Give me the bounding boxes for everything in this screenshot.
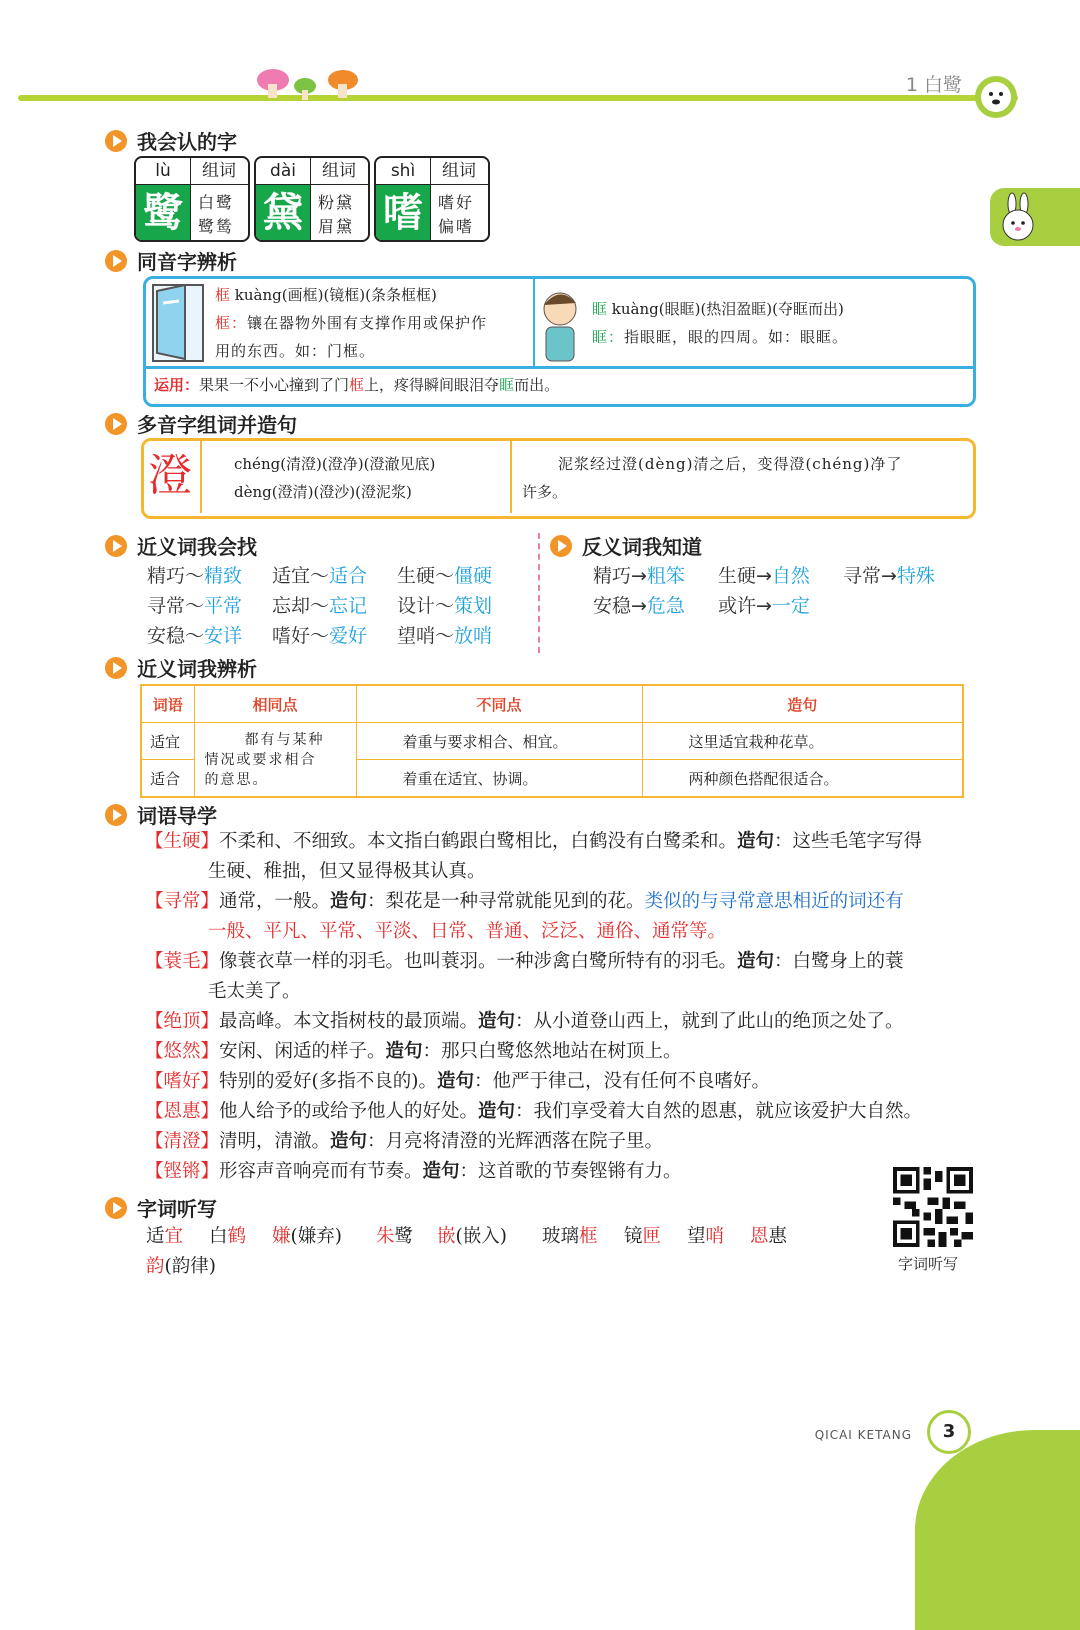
section-title-synonyms: 近义词我会找 (105, 531, 257, 560)
card-label: 组词 (430, 158, 488, 185)
card-label: 组词 (190, 158, 248, 185)
synonym-pair: 嗜好～爱好 (272, 625, 368, 647)
homophone-right-pinyin: 眶 kuàng(眼眶)(热泪盈眶)(夺眶而出) (592, 300, 844, 318)
mushroom-icon (255, 66, 365, 102)
guide-entry: 【绝顶】最高峰。本文指树枝的最顶端。造句：从小道登山西上，就到了此山的绝顶之处了。 (145, 1011, 904, 1032)
synonym-table (140, 684, 964, 798)
table-header-row (141, 685, 963, 723)
card-word: 白鹭 (198, 193, 235, 212)
play-icon (105, 130, 127, 152)
card-label: 组词 (310, 158, 368, 185)
divider (200, 440, 202, 513)
big-char: 黛 (256, 185, 311, 240)
section-title-homophone: 同音字辨析 (105, 246, 237, 275)
boy-illustration (540, 283, 584, 363)
section-title-dictation: 字词听写 (105, 1193, 217, 1222)
polyphone-sentence: 泥浆经过澄(dèng)清之后，变得澄(chéng)净了 (558, 455, 903, 473)
table-cell: 着重与要求相合、相宜。 (356, 723, 642, 760)
table-header: 不同点 (356, 685, 642, 723)
synonym-pair: 精巧～精致 (147, 565, 243, 587)
guide-entry: 【蓑毛】像蓑衣草一样的羽毛。也叫蓑羽。一种涉禽白鹭所特有的羽毛。造句：白鹭身上的蓑 毛太美了。 (145, 951, 904, 1002)
polyphone-sentence: 许多。 (522, 483, 568, 501)
guide-entry: 【铿锵】形容声音响亮而有节奏。造句：这首歌的节奏铿锵有力。 (145, 1161, 682, 1182)
table-cell: 着重在适宜、协调。 (356, 760, 642, 798)
synonym-pair: 忘却～忘记 (272, 595, 368, 617)
synonym-pair: 望哨～放哨 (397, 625, 493, 647)
char-card (374, 156, 490, 242)
polyphone-line: dèng(澄清)(澄沙)(澄泥浆) (234, 483, 412, 501)
table-cell: 适宜 (141, 723, 194, 760)
dictation-word: 镜匣 (624, 1226, 662, 1247)
card-word: 偏嗜 (438, 217, 475, 236)
page-number: 3 (927, 1410, 971, 1454)
table-cell-common: 都有与某种 情况或要求相合 的意思。 (194, 723, 356, 798)
qr-code[interactable] (893, 1167, 973, 1247)
table-cell: 两种颜色搭配很适合。 (642, 760, 963, 798)
door-illustration (151, 283, 207, 363)
dictation-word: 恩惠 (750, 1226, 788, 1247)
antonym-pair: 安稳→危急 (593, 595, 685, 617)
antonym-pair: 生硬→自然 (718, 565, 810, 587)
play-icon (105, 535, 127, 557)
pinyin: lù (136, 158, 191, 185)
play-icon (105, 804, 127, 826)
synonym-pair: 生硬～僵硬 (397, 565, 493, 587)
table-cell: 这里适宜栽种花草。 (642, 723, 963, 760)
antonym-pair: 精巧→粗笨 (593, 565, 685, 587)
homophone-left-pinyin: 框 kuàng(画框)(镜框)(条条框框) (215, 286, 437, 304)
homophone-left-def: 框：镶在器物外围有支撑作用或保护作 (215, 314, 488, 332)
section-title-antonyms: 反义词我知道 (550, 531, 702, 560)
antonym-pair: 寻常→特殊 (843, 565, 935, 587)
dictation-word: 适宜 (146, 1226, 184, 1247)
guide-entry: 【寻常】通常，一般。造句：梨花是一种寻常就能见到的花。类似的与寻常意思相近的词还有 一般、平凡、平常、平淡、日常、普通、泛泛、通俗、通常等。 (145, 891, 904, 942)
pinyin: shì (376, 158, 431, 185)
big-char: 鹭 (136, 185, 191, 240)
antonym-pair: 或许→一定 (718, 595, 810, 617)
section-title-synonym-analysis: 近义词我辨析 (105, 653, 257, 682)
polyphone-char: 澄 (148, 450, 192, 501)
polyphone-line: chéng(清澄)(澄净)(澄澈见底) (234, 455, 436, 473)
dictation-word: 嵌(嵌入) (437, 1226, 507, 1247)
dictation-word: 韵(韵律) (146, 1256, 216, 1277)
divider (143, 366, 973, 369)
big-char: 嗜 (376, 185, 431, 240)
play-icon (550, 535, 572, 557)
divider (510, 440, 512, 513)
pinyin: dài (256, 158, 311, 185)
guide-entry: 【生硬】不柔和、不细致。本文指白鹤跟白鹭相比，白鹤没有白鹭柔和。造句：这些毛笔字写得 生硬、稚拙，但又显得极其认真。 (145, 831, 923, 882)
table-header: 相同点 (194, 685, 356, 723)
divider (533, 278, 535, 366)
card-word: 眉黛 (318, 217, 355, 236)
synonym-pair: 设计～策划 (397, 595, 493, 617)
table-cell: 适合 (141, 760, 194, 798)
synonym-pair: 安稳～安详 (147, 625, 243, 647)
table-row (141, 723, 963, 760)
brand-name: QICAI KETANG (814, 1428, 912, 1442)
card-word: 嗜好 (438, 193, 475, 212)
page-corner (915, 1430, 1080, 1630)
card-word: 粉黛 (318, 193, 355, 212)
card-word: 鹭鸶 (198, 217, 235, 236)
puppy-mascot-icon (972, 74, 1020, 120)
guide-entry: 【清澄】清明，清澈。造句：月亮将清澄的光辉洒落在院子里。 (145, 1131, 664, 1152)
dictation-word: 玻璃框 (542, 1226, 598, 1247)
synonym-pair: 适宜～适合 (272, 565, 368, 587)
play-icon (105, 250, 127, 272)
char-card (134, 156, 250, 242)
dictation-word: 望哨 (687, 1226, 725, 1247)
dictation-word: 白鹤 (209, 1226, 247, 1247)
section-title-polyphone: 多音字组词并造句 (105, 409, 297, 438)
dictation-word: 嫌(嫌弃) (272, 1226, 342, 1247)
section-title-guide: 词语导学 (105, 800, 217, 829)
guide-entry: 【嗜好】特别的爱好(多指不良的)。造句：他严于律己，没有任何不良嗜好。 (145, 1071, 770, 1092)
homophone-left-def2: 用的东西。如：门框。 (215, 342, 376, 360)
lesson-title: 1 白鹭 (905, 74, 962, 96)
dashed-divider (538, 533, 540, 653)
rabbit-icon (995, 192, 1043, 244)
play-icon (105, 1197, 127, 1219)
guide-entry: 【恩惠】他人给予的或给予他人的好处。造句：我们享受着大自然的恩惠，就应该爱护大自然。 (145, 1101, 923, 1122)
section-title-recognize: 我会认的字 (105, 126, 237, 155)
guide-entry: 【悠然】安闲、闲适的样子。造句：那只白鹭悠然地站在树顶上。 (145, 1041, 682, 1062)
polyphone-box (141, 438, 976, 519)
table-header: 词语 (141, 685, 194, 723)
homophone-right-def: 眶：指眼眶，眼的四周。如：眼眶。 (592, 328, 849, 346)
table-header: 造句 (642, 685, 963, 723)
synonym-pair: 寻常～平常 (147, 595, 243, 617)
dictation-word: 朱鹭 (376, 1226, 414, 1247)
qr-label: 字词听写 (898, 1255, 959, 1273)
homophone-usage: 运用：果果一不小心撞到了门框上，疼得瞬间眼泪夺眶而出。 (154, 376, 560, 394)
play-icon (105, 657, 127, 679)
header-line (18, 95, 1018, 101)
char-card (254, 156, 370, 242)
play-icon (105, 413, 127, 435)
